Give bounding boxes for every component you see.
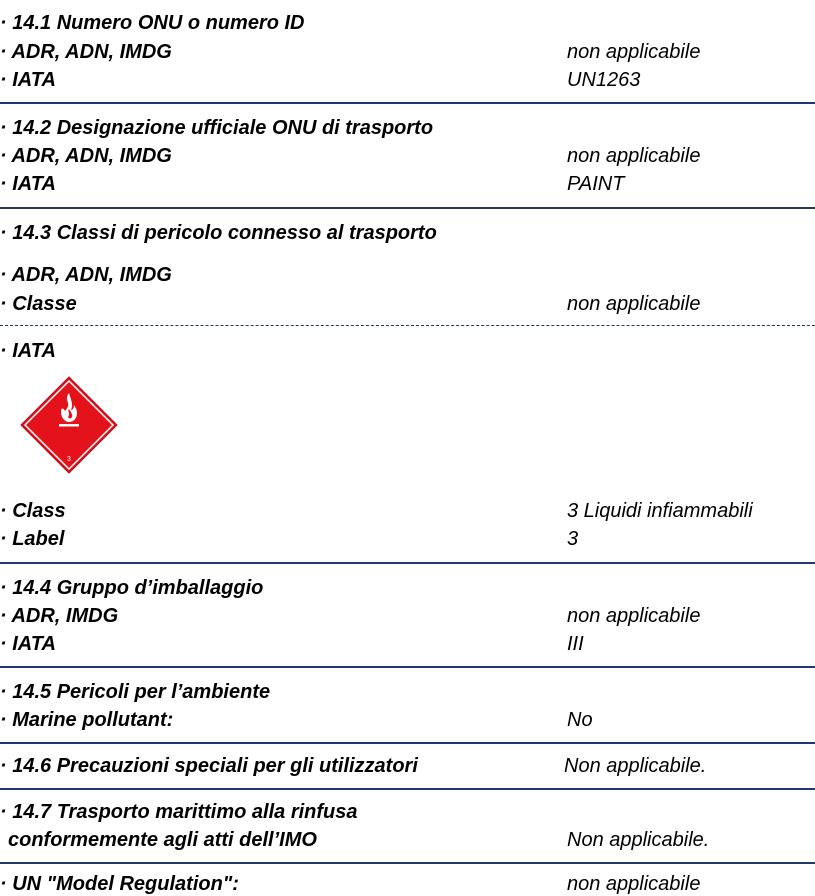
iata-value: III <box>567 633 584 655</box>
section-divider <box>0 666 815 668</box>
section-divider <box>0 207 815 209</box>
label-label: · Label <box>0 528 65 550</box>
section-14-7-title-line2: conformemente agli atti dell’IMO <box>8 829 317 851</box>
section-14-7-value: Non applicabile. <box>567 829 710 851</box>
section-14-4-title: · 14.4 Gruppo d’imballaggio <box>0 577 264 599</box>
class-label: · Class <box>0 500 66 522</box>
class-value: 3 Liquidi infiammabili <box>567 500 753 522</box>
adr-label: · ADR, IMDG <box>0 605 119 627</box>
section-divider <box>0 862 815 864</box>
classe-label: · Classe <box>0 293 77 315</box>
section-divider <box>0 788 815 790</box>
iata-label: · IATA <box>0 173 56 195</box>
iata-label: · IATA <box>0 633 56 655</box>
section-14-1-title: · 14.1 Numero ONU o numero ID <box>0 12 305 34</box>
section-14-5-title: · 14.5 Pericoli per l’ambiente <box>0 681 271 703</box>
placard-class-number: 3 <box>67 456 71 463</box>
iata-label: · IATA <box>0 69 56 91</box>
iata-value: PAINT <box>567 173 625 195</box>
section-14-2-title: · 14.2 Designazione ufficiale ONU di trasporto <box>0 117 434 139</box>
section-14-6-title: · 14.6 Precauzioni speciali per gli utilizzatori <box>0 755 418 777</box>
adr-label: · ADR, ADN, IMDG <box>0 41 172 63</box>
un-model-regulation-label: · UN "Model Regulation": <box>0 873 239 895</box>
flammable-liquid-placard-icon <box>19 375 119 475</box>
adr-value: non applicabile <box>567 605 701 627</box>
iata-label: · IATA <box>0 340 56 362</box>
adr-label: · ADR, ADN, IMDG <box>0 264 172 286</box>
section-divider <box>0 742 815 744</box>
iata-value: UN1263 <box>567 69 641 91</box>
section-14-7-title-line1: · 14.7 Trasporto marittimo alla rinfusa <box>0 801 358 823</box>
marine-pollutant-value: No <box>567 709 593 731</box>
section-14-3-title: · 14.3 Classi di pericolo connesso al trasporto <box>0 222 437 244</box>
un-model-regulation-value: non applicabile <box>567 873 701 895</box>
label-value: 3 <box>567 528 579 550</box>
adr-value: non applicabile <box>567 145 701 167</box>
classe-value: non applicabile <box>567 293 701 315</box>
adr-value: non applicabile <box>567 41 701 63</box>
section-divider <box>0 562 815 564</box>
adr-label: · ADR, ADN, IMDG <box>0 145 172 167</box>
marine-pollutant-label: · Marine pollutant: <box>0 709 174 731</box>
section-divider <box>0 102 815 104</box>
subsection-divider <box>0 325 815 326</box>
section-14-6-value: Non applicabile. <box>564 755 707 777</box>
